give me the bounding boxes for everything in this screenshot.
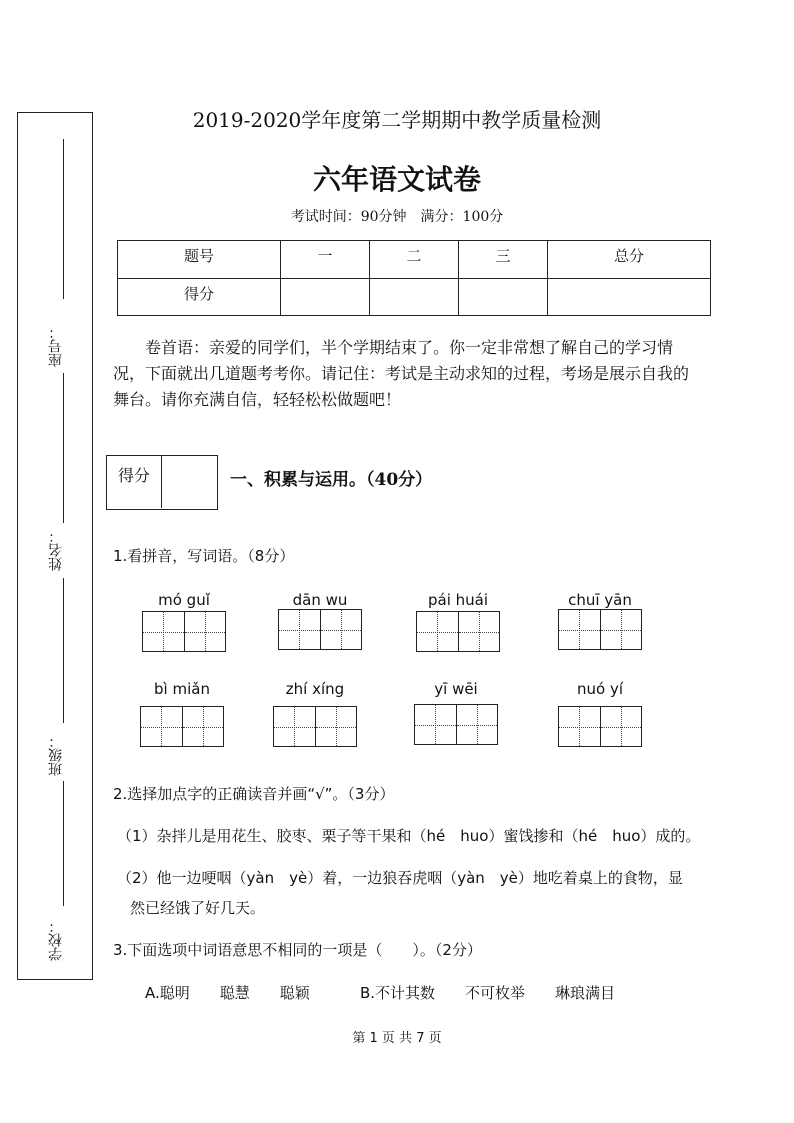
score-table-header-row [118, 241, 711, 279]
pinyin-label: nuó yí [576, 680, 623, 698]
binding-label-school: 学校： [48, 919, 64, 961]
binding-label-seat: 座号： [48, 325, 64, 367]
score-table-header: 总分 [547, 241, 710, 279]
pinyin-label: yī wēi [434, 680, 478, 698]
writing-grid[interactable] [273, 706, 357, 747]
page-footer: 第 1 页 共 7 页 [352, 1031, 442, 1046]
question-2: 2.选择加点字的正确读音并画“√”。（3分） [113, 785, 395, 803]
score-table-header: 三 [458, 241, 547, 279]
pinyin-label: zhí xíng [285, 680, 345, 698]
writing-grid[interactable] [558, 706, 642, 747]
writing-grid[interactable] [278, 609, 362, 650]
section-score-box [106, 455, 218, 510]
binding-label-name: 姓名： [48, 529, 64, 571]
binding-line [63, 781, 64, 906]
question-1: 1.看拼音，写词语。（8分） [113, 547, 295, 565]
binding-line [63, 373, 64, 523]
writing-grid[interactable] [140, 706, 224, 747]
writing-grid[interactable] [142, 611, 226, 652]
score-row-label: 得分 [118, 278, 281, 316]
pinyin-label: chuī yān [568, 591, 632, 609]
question-2-item-1: （1）杂拌儿是用花生、胶枣、栗子等干果和（hé huo）蜜饯掺和（hé huo）成的。 [117, 827, 701, 845]
exam-title: 六年语文试卷 [312, 163, 481, 196]
question-2-item-2-cont: 然已经饿了好几天。 [130, 899, 266, 917]
exam-subtitle: 2019-2020学年度第二学期期中教学质量检测 [192, 108, 602, 132]
question-3: 3.下面选项中词语意思不相同的一项是（ ）。（2分） [113, 941, 482, 959]
pinyin-label: dān wu [292, 591, 348, 609]
question-2-item-2: （2）他一边哽咽（yàn yè）着，一边狼吞虎咽（yàn yè）地吃着桌上的食物，显 [117, 869, 683, 887]
binding-strip [17, 112, 93, 980]
binding-line [63, 578, 64, 723]
question-3-option-b[interactable]: B.不计其数 不可枚举 琳琅满目 [360, 984, 616, 1002]
writing-grid[interactable] [416, 611, 500, 652]
pinyin-label: bì miǎn [154, 680, 210, 698]
score-cell[interactable] [458, 278, 547, 316]
pinyin-label: pái huái [427, 591, 489, 609]
score-cell[interactable] [281, 278, 370, 316]
score-table [117, 240, 711, 316]
section-title: 一、积累与运用。（40分） [230, 470, 433, 490]
question-3-option-a[interactable]: A.聪明 聪慧 聪颖 [145, 984, 310, 1002]
writing-grid[interactable] [414, 704, 498, 745]
binding-label-class: 班级： [48, 734, 64, 776]
section-score-label: 得分 [107, 456, 162, 508]
score-table-header: 二 [370, 241, 459, 279]
pinyin-label: mó guǐ [158, 591, 210, 609]
score-cell[interactable] [547, 278, 710, 316]
writing-grid[interactable] [558, 609, 642, 650]
intro-paragraph: 卷首语：亲爱的同学们，半个学期结束了。你一定非常想了解自己的学习情况，下面就出几道题考考你。请记住：考试是主动求知的过程，考场是展示自我的舞台。请你充满自信，轻轻松松做题吧！ [113, 338, 690, 409]
score-cell[interactable] [370, 278, 459, 316]
score-table-header: 题号 [118, 241, 281, 279]
score-table-score-row [118, 278, 711, 316]
exam-info: 考试时间：90分钟 满分：100分 [290, 209, 504, 225]
score-table-header: 一 [281, 241, 370, 279]
